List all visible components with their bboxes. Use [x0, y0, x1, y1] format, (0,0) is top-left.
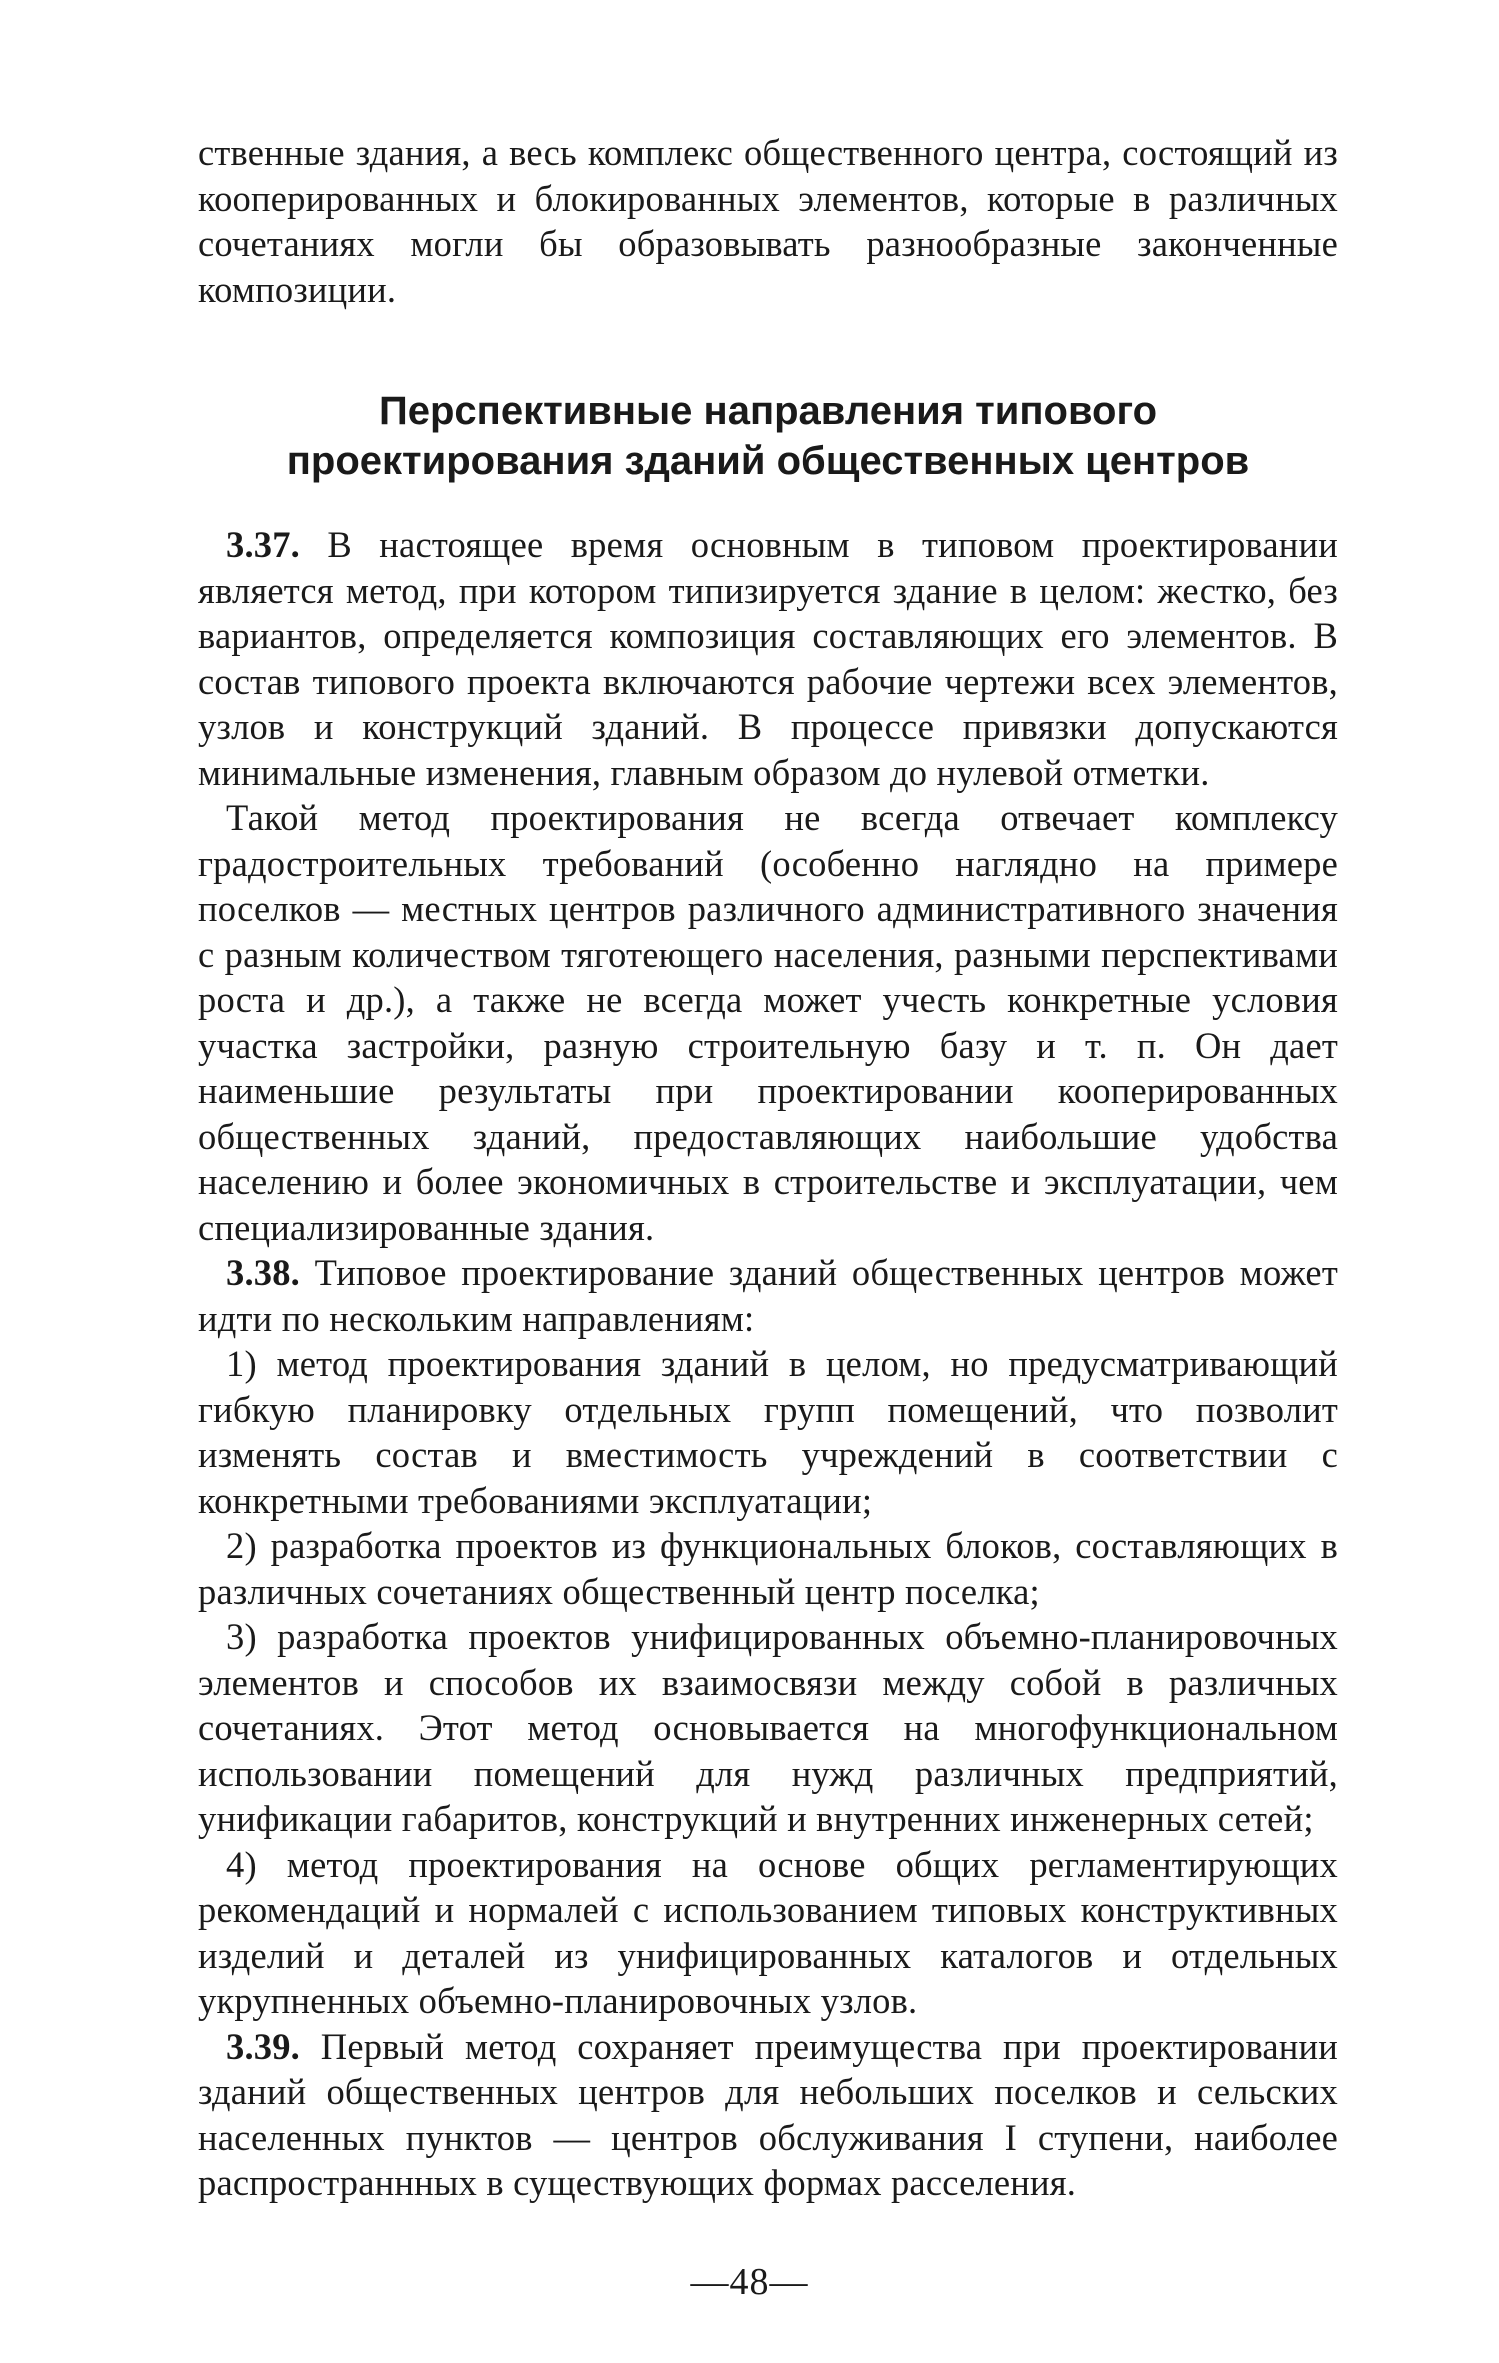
- list-item-4: 4) метод проектирования на основе общих регламентирующих рекомендаций и нормалей с использованием типовых конструктивных изделий и деталей из унифицированных каталогов и отдельных укрупненных объемно-планировочных узлов.: [198, 1843, 1338, 2021]
- paragraph-number: 3.39.: [226, 2025, 300, 2067]
- paragraph-number: 3.38.: [226, 1252, 300, 1293]
- list-item-1: 1) метод проектирования зданий в целом, но предусматривающий гибкую планировку отдельных групп помещений, что позволит изменять состав и вместимость учреждений в соответствии с конкретными требованиями эксплуатации;: [198, 1343, 1338, 1521]
- section-heading-line-1: Перспективные направления типового: [378, 389, 1158, 433]
- section-heading: [198, 312, 1338, 522]
- paragraph-number: 3.37.: [226, 524, 300, 565]
- paragraph-3-37-continued: Такой метод проектирования не всегда отвечает комплексу градостроительных требований (особенно наглядно на примере поселков — местных центров различного административного значения с разным количеством тяготеющего населения, разными перспективами роста и др.), а также не всегда может учесть конкретные условия участка застройки, разную строительную базу и т. п. Он дает наименьшие результаты при проектировании кооперированных общественных зданий, предоставляющих наибольшие удобства населению и более экономичных в строительстве и эксплуатации, чем специализированные здания.: [198, 797, 1338, 1248]
- document-page: [198, 130, 1338, 2206]
- section-heading-line-2: проектирования зданий общественных центров: [286, 439, 1250, 483]
- paragraph-text: В настоящее время основным в типовом проектировании является метод, при котором типизируется здание в целом: жестко, без вариантов, определяется композиция составляющих его элементов. В состав типового проекта включаются рабочие чертежи всех элементов, узлов и конструкций зданий. В процессе привязки допускаются минимальные изменения, главным образом до нулевой отметки.: [198, 524, 1338, 793]
- paragraph-text: Первый метод сохраняет преимущества при проектировании зданий общественных центров для небольших поселков и сельских населенных пунктов — центров обслуживания I ступени, наиболее распространнных в существующих формах расселения.: [198, 2025, 1338, 2203]
- intro-paragraph: ственные здания, а весь комплекс общественного центра, состоящий из кооперированных и блокированных элементов, которые в различных сочетаниях могли бы образовывать разнообразные законченные композиции.: [198, 132, 1338, 310]
- list-item-2: 2) разработка проектов из функциональных блоков, составляющих в различных сочетаниях общественный центр поселка;: [198, 1525, 1338, 1612]
- paragraph-text: Типовое проектирование зданий общественных центров может идти по нескольким направлениям:: [198, 1252, 1338, 1339]
- list-item-3: 3) разработка проектов унифицированных объемно-планировочных элементов и способов их взаимосвязи между собой в различных сочетаниях. Этот метод основывается на многофункциональном использовании помещений для нужд различных предприятий, унификации габаритов, конструкций и внутренних инженерных сетей;: [198, 1616, 1338, 1839]
- page-number: —48—: [690, 2261, 809, 2303]
- paragraph-3-37: [198, 522, 1338, 795]
- paragraph-3-38: [198, 1250, 1338, 1341]
- paragraph-3-39: [198, 2024, 1338, 2206]
